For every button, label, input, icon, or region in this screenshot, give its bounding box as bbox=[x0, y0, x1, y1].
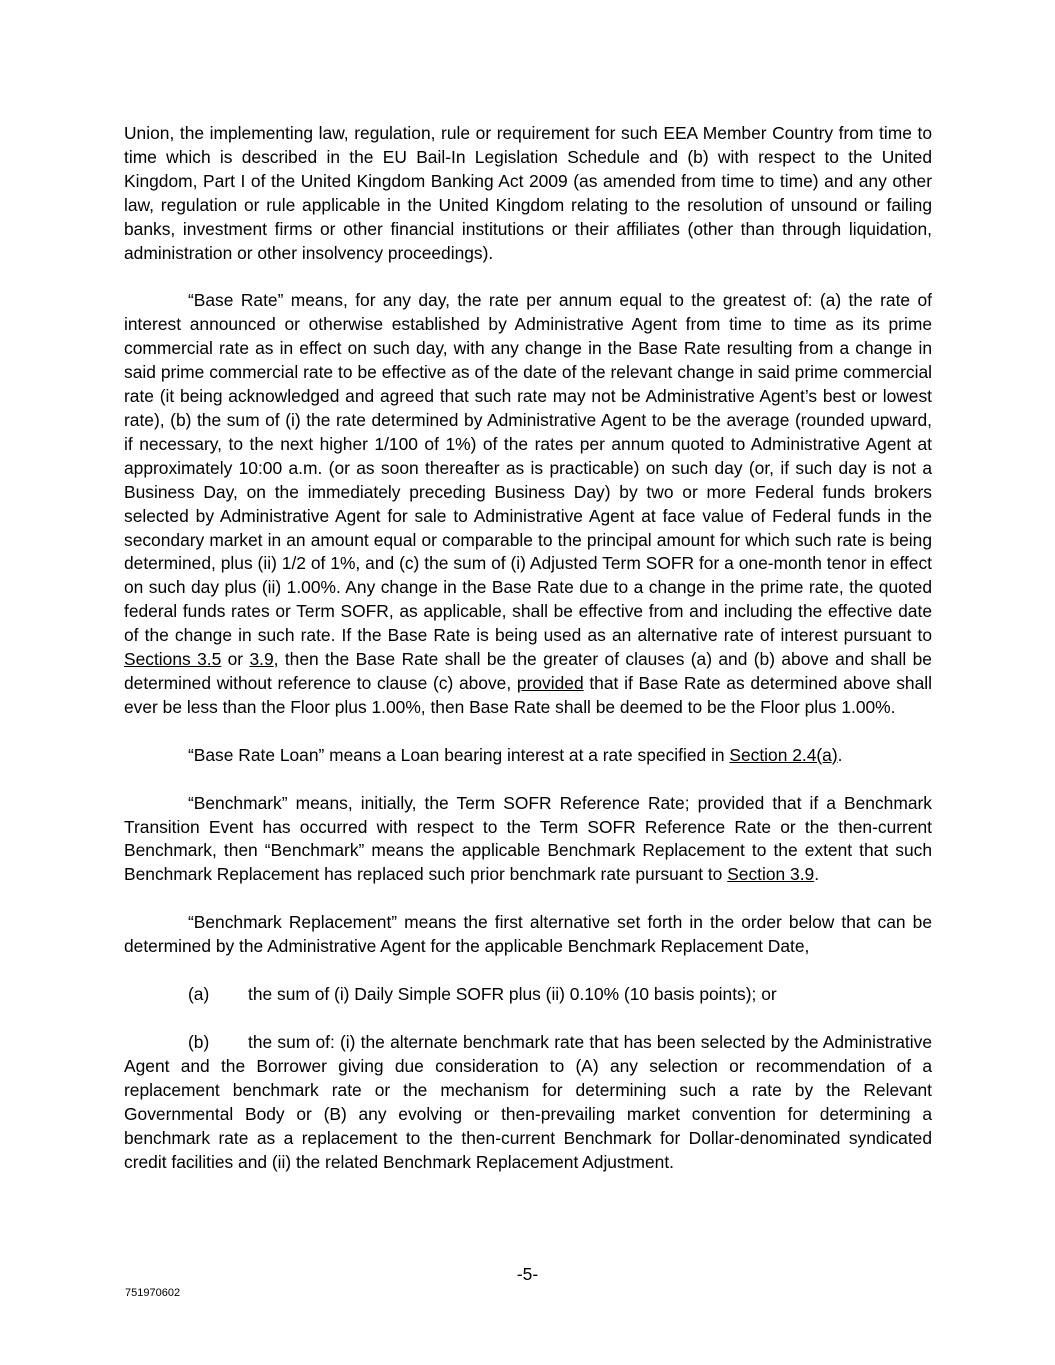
benchmark-text-2: . bbox=[814, 864, 820, 885]
list-item-a bbox=[124, 983, 932, 1007]
document-id: 751970602 bbox=[125, 1287, 181, 1299]
section-3-9-reference: 3.9 bbox=[249, 649, 274, 670]
benchmark-text-1: “Benchmark” means, initially, the Term SOFR Reference Rate; provided that if a Benchmark Transition Event has occurred with respect to the Term SOFR Reference Rate or the then-current Benchmark, then “Benchmark” means the applicable Benchmark Replacement to the extent that such Benchmark Replacement has replaced such prior benchmark rate pursuant to bbox=[124, 792, 932, 885]
paragraph-base-rate bbox=[124, 289, 932, 719]
paragraph-bail-in-legislation: Union, the implementing law, regulation, rule or requirement for such EEA Member Country from time to time which is described in the EU Bail-In Legislation Schedule and (b) with respect to the United Kingdom, Part I of the United Kingdom Banking Act 2009 (as amended from time to time) and any other law, regulation or rule applicable in the United Kingdom relating to the resolution of unsound or failing banks, investment firms or other financial institutions or their affiliates (other than through liquidation, administration or other insolvency proceedings). bbox=[124, 123, 932, 263]
paragraph-base-rate-loan bbox=[124, 744, 932, 768]
paragraph-benchmark-replacement: “Benchmark Replacement” means the first alternative set forth in the order below that can be determined by the Administrative Agent for the applicable Benchmark Replacement Date, bbox=[124, 912, 932, 957]
list-text-b: the sum of: (i) the alternate benchmark rate that has been selected by the Administrative Agent and the Borrower giving due consideration to (A) any selection or recommendation of a replacement benchmark rate or the mechanism for determining such a rate by the Relevant Governmental Body or (B) any evolving or then-prevailing market convention for determining a benchmark rate as a replacement to the then-current Benchmark for Dollar-denominated syndicated credit facilities and (ii) the related Benchmark Replacement Adjustment. bbox=[124, 1032, 932, 1172]
base-rate-text-3: , then the Base Rate shall be the greater of clauses (a) and (b) above and shall be determined without reference to clause (c) above, bbox=[124, 649, 932, 693]
page-number: -5- bbox=[516, 1264, 539, 1284]
base-rate-loan-text-2: . bbox=[837, 744, 843, 765]
base-rate-text-4: that if Base Rate as determined above shall ever be less than the Floor plus 1.00%, then Base Rate shall be deemed to be the Floor plus 1.00%. bbox=[124, 672, 932, 717]
section-3-9-benchmark-reference: Section 3.9 bbox=[727, 864, 815, 885]
base-rate-text-2: or bbox=[221, 649, 250, 670]
base-rate-loan-text-1: “Base Rate Loan” means a Loan bearing interest at a rate specified in bbox=[188, 744, 730, 765]
sections-3-5-reference: Sections 3.5 bbox=[124, 649, 222, 670]
provided-term: provided bbox=[516, 672, 584, 693]
list-item-b bbox=[124, 1031, 932, 1174]
document-body bbox=[124, 122, 932, 1174]
list-marker-b: (b) bbox=[188, 1032, 210, 1052]
section-2-4a-reference: Section 2.4(a) bbox=[729, 744, 838, 765]
list-text-a: the sum of (i) Daily Simple SOFR plus (ii) 0.10% (10 basis points); or bbox=[248, 984, 777, 1005]
base-rate-text-1: “Base Rate” means, for any day, the rate per annum equal to the greatest of: (a) the rate of interest announced or otherwise established by Administrative Agent from time to time as its prime commercial rate as in effect on such day, with any change in the Base Rate resulting from a change in said prime commercial rate to be effective as of the date of the relevant change in said prime commercial rate (it being acknowledged and agreed that such rate may not be Administrative Agent’s best or lowest rate), (b) the sum of (i) the rate determined by Administrative Agent to be the average (rounded upward, if necessary, to the next higher 1/100 of 1%) of the rates per annum quoted to Administrative Agent at approximately 10:00 a.m. (or as soon thereafter as is practicable) on such day (or, if such day is not a Business Day, on the immediately preceding Business Day) by two or more Federal funds brokers selected by Administrative Agent for sale to Administrative Agent at face value of Federal funds in the secondary market in an amount equal or comparable to the principal amount for which such rate is being determined, plus (ii) 1/2 of 1%, and (c) the sum of (i) Adjusted Term SOFR for a one-month tenor in effect on such day plus (ii) 1.00%. Any change in the Base Rate due to a change in the prime rate, the quoted federal funds rates or Term SOFR, as applicable, shall be effective from and including the effective date of the change in such rate. If the Base Rate is being used as an alternative rate of interest pursuant to bbox=[124, 290, 932, 646]
paragraph-benchmark bbox=[124, 792, 932, 888]
list-marker-a: (a) bbox=[188, 984, 210, 1005]
